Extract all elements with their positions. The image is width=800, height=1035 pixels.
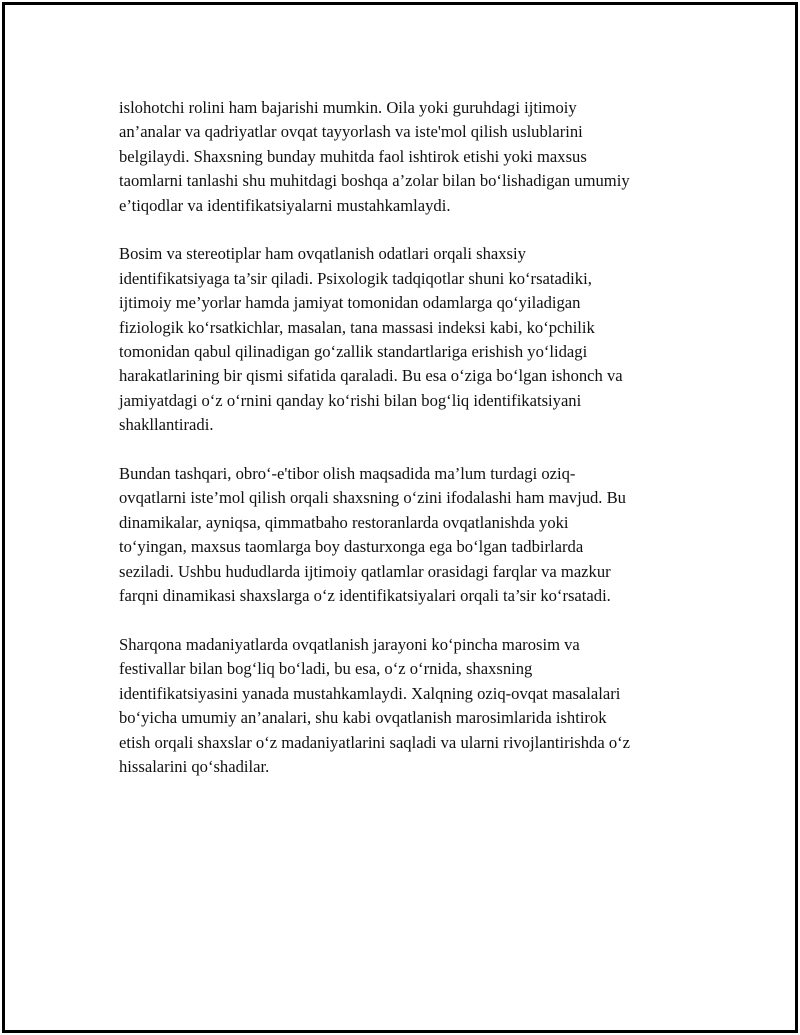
text-line: shakllantiradi.: [119, 415, 214, 435]
text-line: ijtimoiy me’yorlar hamda jamiyat tomonidan odamlarga qo‘yiladigan: [119, 293, 581, 313]
text-line: festivallar bilan bog‘liq bo‘ladi, bu esa, o‘z o‘rnida, shaxsning: [119, 659, 533, 679]
text-line: an’analar va qadriyatlar ovqat tayyorlash va iste'mol qilish uslublarini: [119, 122, 583, 142]
text-line: identifikatsiyasini yanada mustahkamlaydi. Xalqning oziq-ovqat masalalari: [119, 683, 621, 703]
text-line: islohotchi rolini ham bajarishi mumkin. Oila yoki guruhdagi ijtimoiy: [119, 98, 577, 117]
text-line: Bosim va stereotiplar ham ovqatlanish odatlari orqali shaxsiy: [119, 244, 526, 264]
document-body: [119, 96, 699, 804]
text-line: taomlarni tanlashi shu muhitdagi boshqa a’zolar bilan bo‘lishadigan umumiy: [119, 171, 630, 191]
text-line: farqni dinamikasi shaxslarga o‘z identifikatsiyalari orqali ta’sir ko‘rsatadi.: [119, 586, 611, 606]
text-line: belgilaydi. Shaxsning bunday muhitda faol ishtirok etishi yoki maxsus: [119, 146, 587, 166]
text-line: to‘yingan, maxsus taomlarga boy dasturxonga ega bo‘lgan tadbirlarda: [119, 537, 584, 557]
text-line: Bundan tashqari, obro‘-e'tibor olish maqsadida ma’lum turdagi oziq-: [119, 464, 576, 484]
text-line: jamiyatdagi o‘z o‘rnini qanday ko‘rishi bilan bog‘liq identifikatsiyani: [119, 390, 582, 410]
page-frame: [2, 2, 798, 1033]
text-line: fiziologik ko‘rsatkichlar, masalan, tana massasi indeksi kabi, ko‘pchilik: [119, 317, 595, 337]
text-line: seziladi. Ushbu hududlarda ijtimoiy qatlamlar orasidagi farqlar va mazkur: [119, 561, 611, 581]
paragraph-2: [119, 242, 699, 437]
text-line: tomonidan qabul qilinadigan go‘zallik standartlariga erishish yo‘lidagi: [119, 342, 588, 362]
text-line: identifikatsiyaga ta’sir qiladi. Psixologik tadqiqotlar shuni ko‘rsatadiki,: [119, 268, 592, 288]
text-line: etish orqali shaxslar o‘z madaniyatlarini saqladi va ularni rivojlantirishda o‘z: [119, 732, 631, 752]
text-line: ovqatlarni iste’mol qilish orqali shaxsning o‘zini ifodalashi ham mavjud. Bu: [119, 488, 626, 508]
paragraph-3: [119, 462, 699, 608]
text-line: dinamikalar, ayniqsa, qimmatbaho restoranlarda ovqatlanishda yoki: [119, 512, 569, 532]
text-line: bo‘yicha umumiy an’analari, shu kabi ovqatlanish marosimlarida ishtirok: [119, 708, 607, 728]
text-line: Sharqona madaniyatlarda ovqatlanish jarayoni ko‘pincha marosim va: [119, 634, 580, 654]
paragraph-1: [119, 96, 699, 218]
text-line: hissalarini qo‘shadilar.: [119, 756, 270, 776]
text-line: e’tiqodlar va identifikatsiyalarni mustahkamlaydi.: [119, 195, 451, 215]
text-line: harakatlarining bir qismi sifatida qaraladi. Bu esa o‘ziga bo‘lgan ishonch va: [119, 366, 623, 386]
paragraph-4: [119, 633, 699, 779]
